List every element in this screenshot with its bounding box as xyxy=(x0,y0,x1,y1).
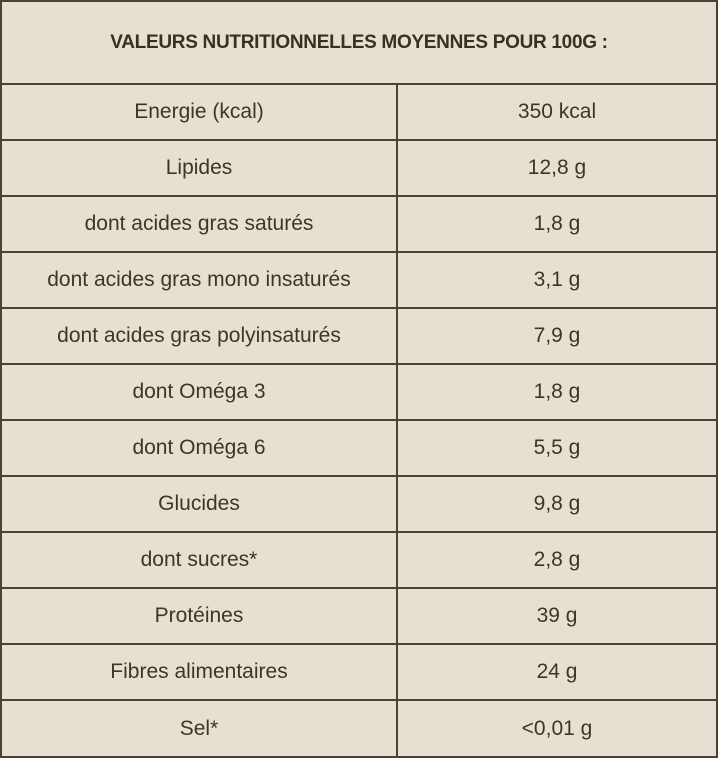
nutrient-value: 24 g xyxy=(536,660,578,683)
table-row xyxy=(2,141,716,197)
table-row xyxy=(2,421,716,477)
nutrient-label: dont Oméga 6 xyxy=(2,421,398,475)
nutrient-label: dont sucres* xyxy=(2,533,398,587)
nutrient-label: Protéines xyxy=(2,589,398,643)
nutrient-value: 9,8 g xyxy=(533,492,581,515)
nutrient-value: 1,8 g xyxy=(533,212,581,235)
table-row xyxy=(2,477,716,533)
nutrient-value: 2,8 g xyxy=(533,548,581,571)
table-row xyxy=(2,533,716,589)
nutrient-label: dont acides gras saturés xyxy=(2,197,398,251)
nutrient-label: Sel* xyxy=(2,701,398,756)
nutrient-value: <0,01 g xyxy=(521,716,593,740)
nutrient-label: Glucides xyxy=(2,477,398,531)
table-row xyxy=(2,589,716,645)
table-row xyxy=(2,309,716,365)
nutrient-label: Lipides xyxy=(2,141,398,195)
table-row xyxy=(2,701,716,756)
nutrient-label: Energie (kcal) xyxy=(2,85,398,139)
table-row xyxy=(2,197,716,253)
nutrient-value: 12,8 g xyxy=(527,156,587,179)
nutrient-value: 350 kcal xyxy=(517,100,597,123)
nutrient-value: 5,5 g xyxy=(533,436,581,459)
table-row xyxy=(2,85,716,141)
nutrient-value: 3,1 g xyxy=(533,268,581,291)
nutrient-label: Fibres alimentaires xyxy=(2,645,398,699)
table-title: VALEURS NUTRITIONNELLES MOYENNES POUR 100G : xyxy=(2,2,716,85)
nutrient-value: 1,8 g xyxy=(533,380,581,403)
nutrient-value: 7,9 g xyxy=(533,324,581,347)
nutrient-value: 39 g xyxy=(536,604,578,627)
nutrient-label: dont acides gras polyinsaturés xyxy=(2,309,398,363)
nutrient-label: dont acides gras mono insaturés xyxy=(2,253,398,307)
nutrient-label: dont Oméga 3 xyxy=(2,365,398,419)
table-row xyxy=(2,645,716,701)
table-row xyxy=(2,253,716,309)
table-row xyxy=(2,365,716,421)
